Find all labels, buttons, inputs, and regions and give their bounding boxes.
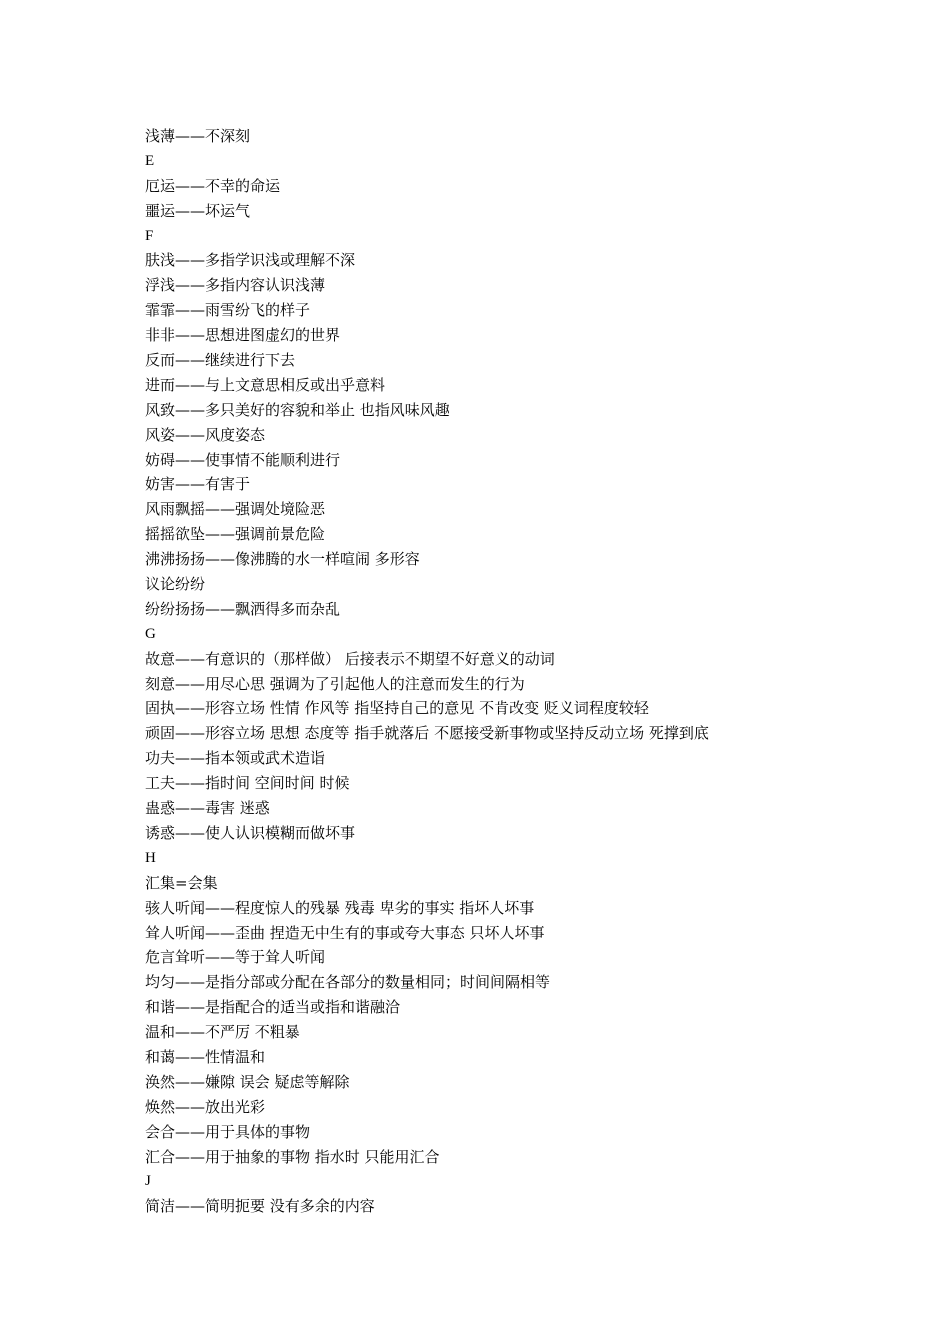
text-line: 霏霏——雨雪纷飞的样子 bbox=[145, 301, 311, 320]
text-line: 汇合——用于抽象的事物 指水时 只能用汇合 bbox=[145, 1147, 440, 1166]
text-line: 危言耸听——等于耸人听闻 bbox=[145, 948, 326, 967]
text-line: 风姿——风度姿态 bbox=[145, 425, 266, 444]
text-line: 和谐——是指配合的适当或指和谐融洽 bbox=[145, 998, 401, 1017]
text-line: 妨碍——使事情不能顺利进行 bbox=[145, 450, 341, 469]
text-line: 功夫——指本领或武术造诣 bbox=[145, 749, 326, 768]
text-line: 噩运——坏运气 bbox=[145, 201, 251, 220]
section-letter-j: J bbox=[145, 1173, 151, 1190]
document-body bbox=[145, 124, 925, 1219]
section-letter-g: G bbox=[145, 625, 156, 642]
text-line: 涣然——嫌隙 误会 疑虑等解除 bbox=[145, 1072, 350, 1091]
text-line: 反而——继续进行下去 bbox=[145, 351, 296, 370]
text-line: 蛊惑——毒害 迷惑 bbox=[145, 799, 270, 818]
text-line: 温和——不严厉 不粗暴 bbox=[145, 1023, 300, 1042]
text-line: 焕然——放出光彩 bbox=[145, 1097, 266, 1116]
text-line: 纷纷扬扬——飘洒得多而杂乱 bbox=[145, 599, 341, 618]
text-line: 耸人听闻——歪曲 捏造无中生有的事或夸大事态 只坏人坏事 bbox=[145, 923, 545, 942]
section-letter-e: E bbox=[145, 152, 155, 169]
text-line: 和蔼——性情温和 bbox=[145, 1047, 266, 1066]
section-letter-f: F bbox=[145, 227, 154, 244]
text-line: 非非——思想进图虚幻的世界 bbox=[145, 326, 341, 345]
text-line: 均匀——是指分部或分配在各部分的数量相同；时间间隔相等 bbox=[145, 973, 551, 992]
text-line: 风雨飘摇——强调处境险恶 bbox=[145, 500, 326, 519]
text-line: 肤浅——多指学识浅或理解不深 bbox=[145, 251, 356, 270]
text-line: 顽固——形容立场 思想 态度等 指手就落后 不愿接受新事物或坚持反动立场 死撑到底 bbox=[145, 724, 709, 743]
text-line: 议论纷纷 bbox=[145, 575, 206, 594]
text-line: 浅薄——不深刻 bbox=[145, 127, 251, 145]
text-line: 工夫——指时间 空间时间 时候 bbox=[145, 774, 350, 793]
text-line: 固执——形容立场 性情 作风等 指坚持自己的意见 不肯改变 贬义词程度较轻 bbox=[145, 699, 649, 718]
text-line: 摇摇欲坠——强调前景危险 bbox=[145, 525, 326, 544]
text-line: 简洁——简明扼要 没有多余的内容 bbox=[145, 1197, 375, 1216]
text-line: 会合——用于具体的事物 bbox=[145, 1122, 311, 1141]
text-line: 厄运——不幸的命运 bbox=[145, 176, 281, 195]
text-line: 故意——有意识的（那样做） 后接表示不期望不好意义的动词 bbox=[145, 649, 555, 668]
text-line: 浮浅——多指内容认识浅薄 bbox=[145, 276, 326, 295]
text-line: 风致——多只美好的容貌和举止 也指风味风趣 bbox=[145, 400, 450, 419]
section-letter-h: H bbox=[145, 849, 156, 866]
text-line: 妨害——有害于 bbox=[145, 475, 251, 494]
text-line: 沸沸扬扬——像沸腾的水一样喧闹 多形容 bbox=[145, 550, 420, 569]
text-line: 诱惑——使人认识模糊而做坏事 bbox=[145, 823, 356, 842]
text-line: 进而——与上文意思相反或出乎意料 bbox=[145, 375, 386, 394]
text-line: 刻意——用尽心思 强调为了引起他人的注意而发生的行为 bbox=[145, 674, 525, 693]
text-line: 骇人听闻——程度惊人的残暴 残毒 卑劣的事实 指坏人坏事 bbox=[145, 898, 535, 917]
text-line: 汇集=会集 bbox=[145, 873, 218, 892]
